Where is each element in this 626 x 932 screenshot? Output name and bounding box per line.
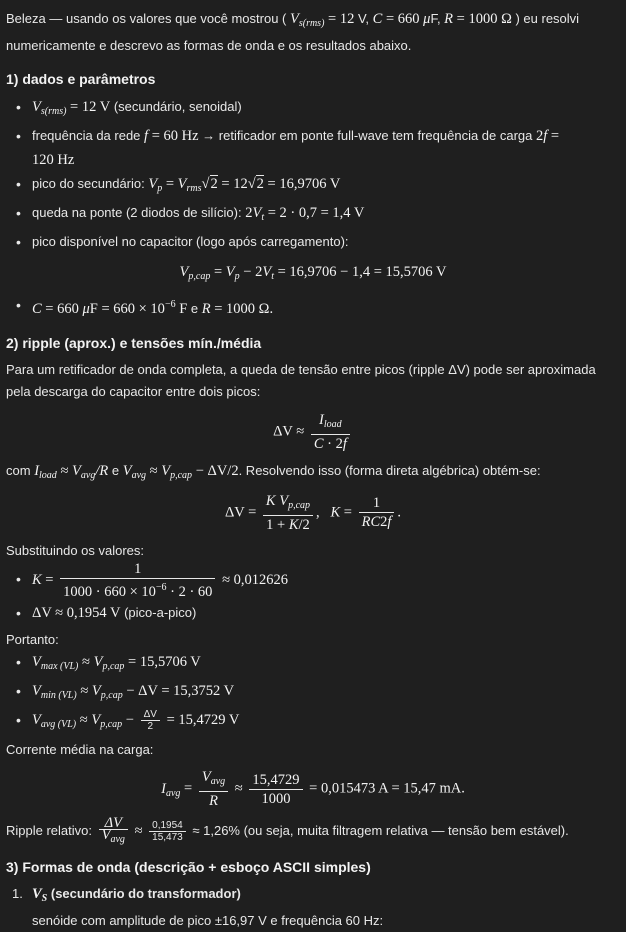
list-item: • ΔV ≈ 0,1954 V (pico-a-pico) bbox=[6, 601, 620, 625]
list-item: • $V_{s(rms)} = 12$ V (secundário, senoidal) bbox=[6, 95, 620, 124]
list-item: • frequência da rede f = 60 Hz → retificador em ponte full-wave tem frequência de carga 2f = 120 Hz bbox=[6, 124, 620, 172]
list-item: • C = 660 $\mu F = 660 \times 10^{-6}$ F e R = 1000 Ω. bbox=[6, 293, 620, 321]
ripple-derivation-paragraph: com $I_{load} \approx V_{avg}/R$ e $V_{avg} \approx V_{p,cap} - \Delta V/2$. Resolvendo isso (forma direta algébrica) obtém-se: bbox=[6, 463, 541, 482]
substitution-list bbox=[6, 560, 620, 625]
substituting-label: Substituindo os valores: bbox=[6, 542, 145, 558]
section-3-heading: 3) Formas de onda (descrição + esboço ASCII simples) bbox=[6, 859, 371, 876]
list-item: • pico disponível no capacitor (logo após carregamento): bbox=[6, 230, 620, 254]
list-item: • pico do secundário: $V_p = V_{rms}√2 = 12√2 = 16,9706$ V bbox=[6, 172, 620, 201]
list-item: • $V_{avg (VL)} \approx V_{p,cap}$ − $\frac{\Delta V}{2}$ = 15,4729 V bbox=[6, 708, 620, 737]
section-2-heading: 2) ripple (aprox.) e tensões mín./média bbox=[6, 334, 262, 351]
list-item: • $V_{min (VL)} \approx V_{p,cap} - \Delta V = 15,3752$ V bbox=[6, 679, 620, 708]
section-1-heading: 1) dados e parâmetros bbox=[6, 71, 156, 87]
equation-load-current: $I_{avg}$ = $\frac{V_{avg}}{R}$ ≈ $\frac{15,4729}{1000}$ = 0,015473 A = 15,47 mA. bbox=[161, 769, 465, 810]
equation-ripple-exact: ΔV = $\frac{K V_{p,cap}}{1 + K/2}$ , K = $\frac{1}{RC2f}$ . bbox=[224, 492, 402, 533]
load-current-label: Corrente média na carga: bbox=[6, 742, 154, 758]
parameters-list bbox=[6, 95, 620, 254]
list-item: • K = $\frac{1}{1000 \cdot 660 \times 10^{-6} \cdot 2 \cdot 60}$ ≈ 0,012626 bbox=[6, 560, 620, 601]
ripple-relative-paragraph: Ripple relativo: $\frac{\Delta V}{V_{avg}}$ ≈ $\frac{0,1954}{15,473}$ ≈ 1,26% (ou seja, muita filtragem relativa — tensão bem estável). bbox=[6, 815, 569, 846]
intro-text: Beleza — usando os valores que você mostrou ( bbox=[6, 11, 290, 26]
ripple-paragraph: Para um retificador de onda completa, a queda de tensão entre picos (ripple ΔV) pode ser aproximada pela descarga do capacitor entre dois picos: bbox=[6, 362, 596, 400]
intro-paragraph: Beleza — usando os valores que você mostrou ( $V_{s(rms)} = 12$ V, C = 660 μF, R = 1000 Ω ) eu resolvi numericamente e descrevo as formas de onda e os resultados abaixo. bbox=[6, 11, 580, 53]
parameters-list-cont bbox=[6, 293, 620, 321]
waveforms-list bbox=[6, 883, 620, 932]
equation-ripple-approx: ΔV ≈ $\frac{I_{load}}{C \cdot 2f}$ bbox=[6, 411, 620, 453]
voltages-list bbox=[6, 650, 620, 737]
portanto-label: Portanto: bbox=[6, 632, 59, 648]
list-item: • $V_{max (VL)} \approx V_{p,cap} = 15,5706$ V bbox=[6, 650, 620, 679]
equation-vp-cap: $V_{p,cap} = V_p - 2V_t = 16,9706 - 1,4 = 15,5706$ V bbox=[179, 264, 447, 283]
list-item: 1. $V_S$ (secundário do transformador) senóide com amplitude de pico ±16,97 V e frequência 60 Hz: bbox=[12, 886, 384, 929]
list-item: • queda na ponte (2 diodos de silício): $2V_t = 2 \cdot 0,7 = 1,4$ V bbox=[6, 201, 620, 230]
